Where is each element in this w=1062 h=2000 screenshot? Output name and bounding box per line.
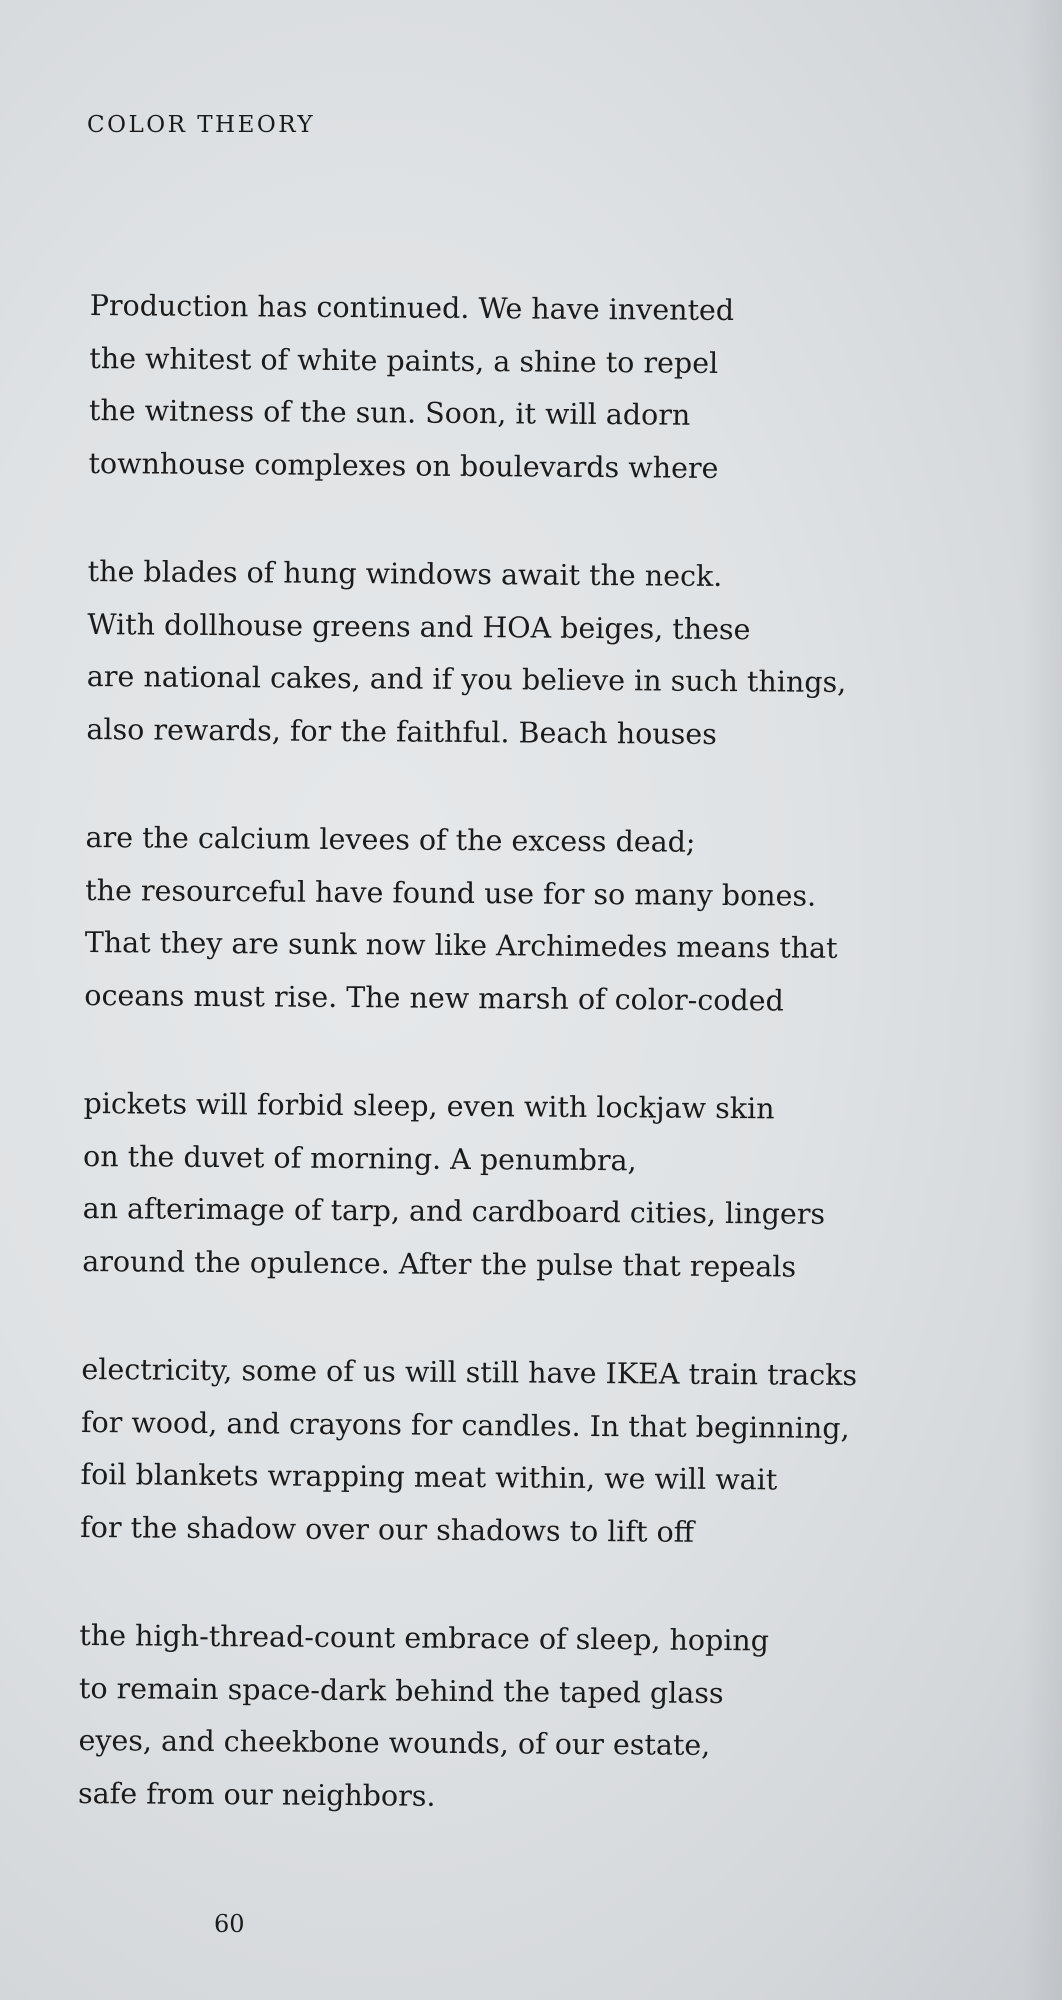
poem-line: to remain space-dark behind the taped glass [78,1671,724,1710]
poem-line: eyes, and cheekbone wounds, of our estate, [78,1723,711,1762]
poem-line: oceans must rise. The new marsh of color-coded [84,978,784,1017]
poem-line: With dollhouse greens and HOA beiges, these [87,607,751,646]
poem-line: are national cakes, and if you believe in such things, [86,659,847,699]
stanza-1 [88,280,990,497]
page-number: 60 [214,1910,245,1938]
poem-line: the high-thread-count embrace of sleep, hoping [79,1618,770,1658]
poem-line: also rewards, for the faithful. Beach houses [86,712,717,751]
poem-line: townhouse complexes on boulevards where [88,446,719,485]
poem-line: an afterimage of tarp, and cardboard cities, lingers [82,1191,826,1231]
poem-line: the resourceful have found use for so many bones. [85,873,817,913]
poem-title: COLOR THEORY [87,112,316,138]
poem-line: the blades of hung windows await the neck. [87,554,723,593]
poem-line: around the opulence. After the pulse that repeals [82,1244,797,1284]
stanza-4 [82,1078,984,1295]
poem-body [77,280,990,1883]
poem-line: Production has continued. We have invented [89,288,735,328]
stanza-5 [80,1344,982,1561]
poem-line: the whitest of white paints, a shine to repel [89,341,719,380]
poem-line: safe from our neighbors. [77,1776,436,1813]
stanza-6 [78,1610,980,1827]
poem-line: are the calcium levees of the excess dead; [85,820,696,859]
poem-line: foil blankets wrapping meat within, we will wait [80,1457,778,1497]
poem-line: electricity, some of us will still have IKEA train tracks [81,1352,858,1393]
poem-line: for wood, and crayons for candles. In that beginning, [80,1405,850,1445]
poem-line: on the duvet of morning. A penumbra, [82,1139,637,1177]
poem-line: for the shadow over our shadows to lift off [80,1510,695,1549]
poem-line: pickets will forbid sleep, even with lockjaw skin [83,1086,775,1126]
poem-line: the witness of the sun. Soon, it will adorn [88,393,691,432]
poem-line: That they are sunk now like Archimedes means that [84,925,838,965]
stanza-2 [86,546,988,763]
stanza-3 [84,812,986,1029]
